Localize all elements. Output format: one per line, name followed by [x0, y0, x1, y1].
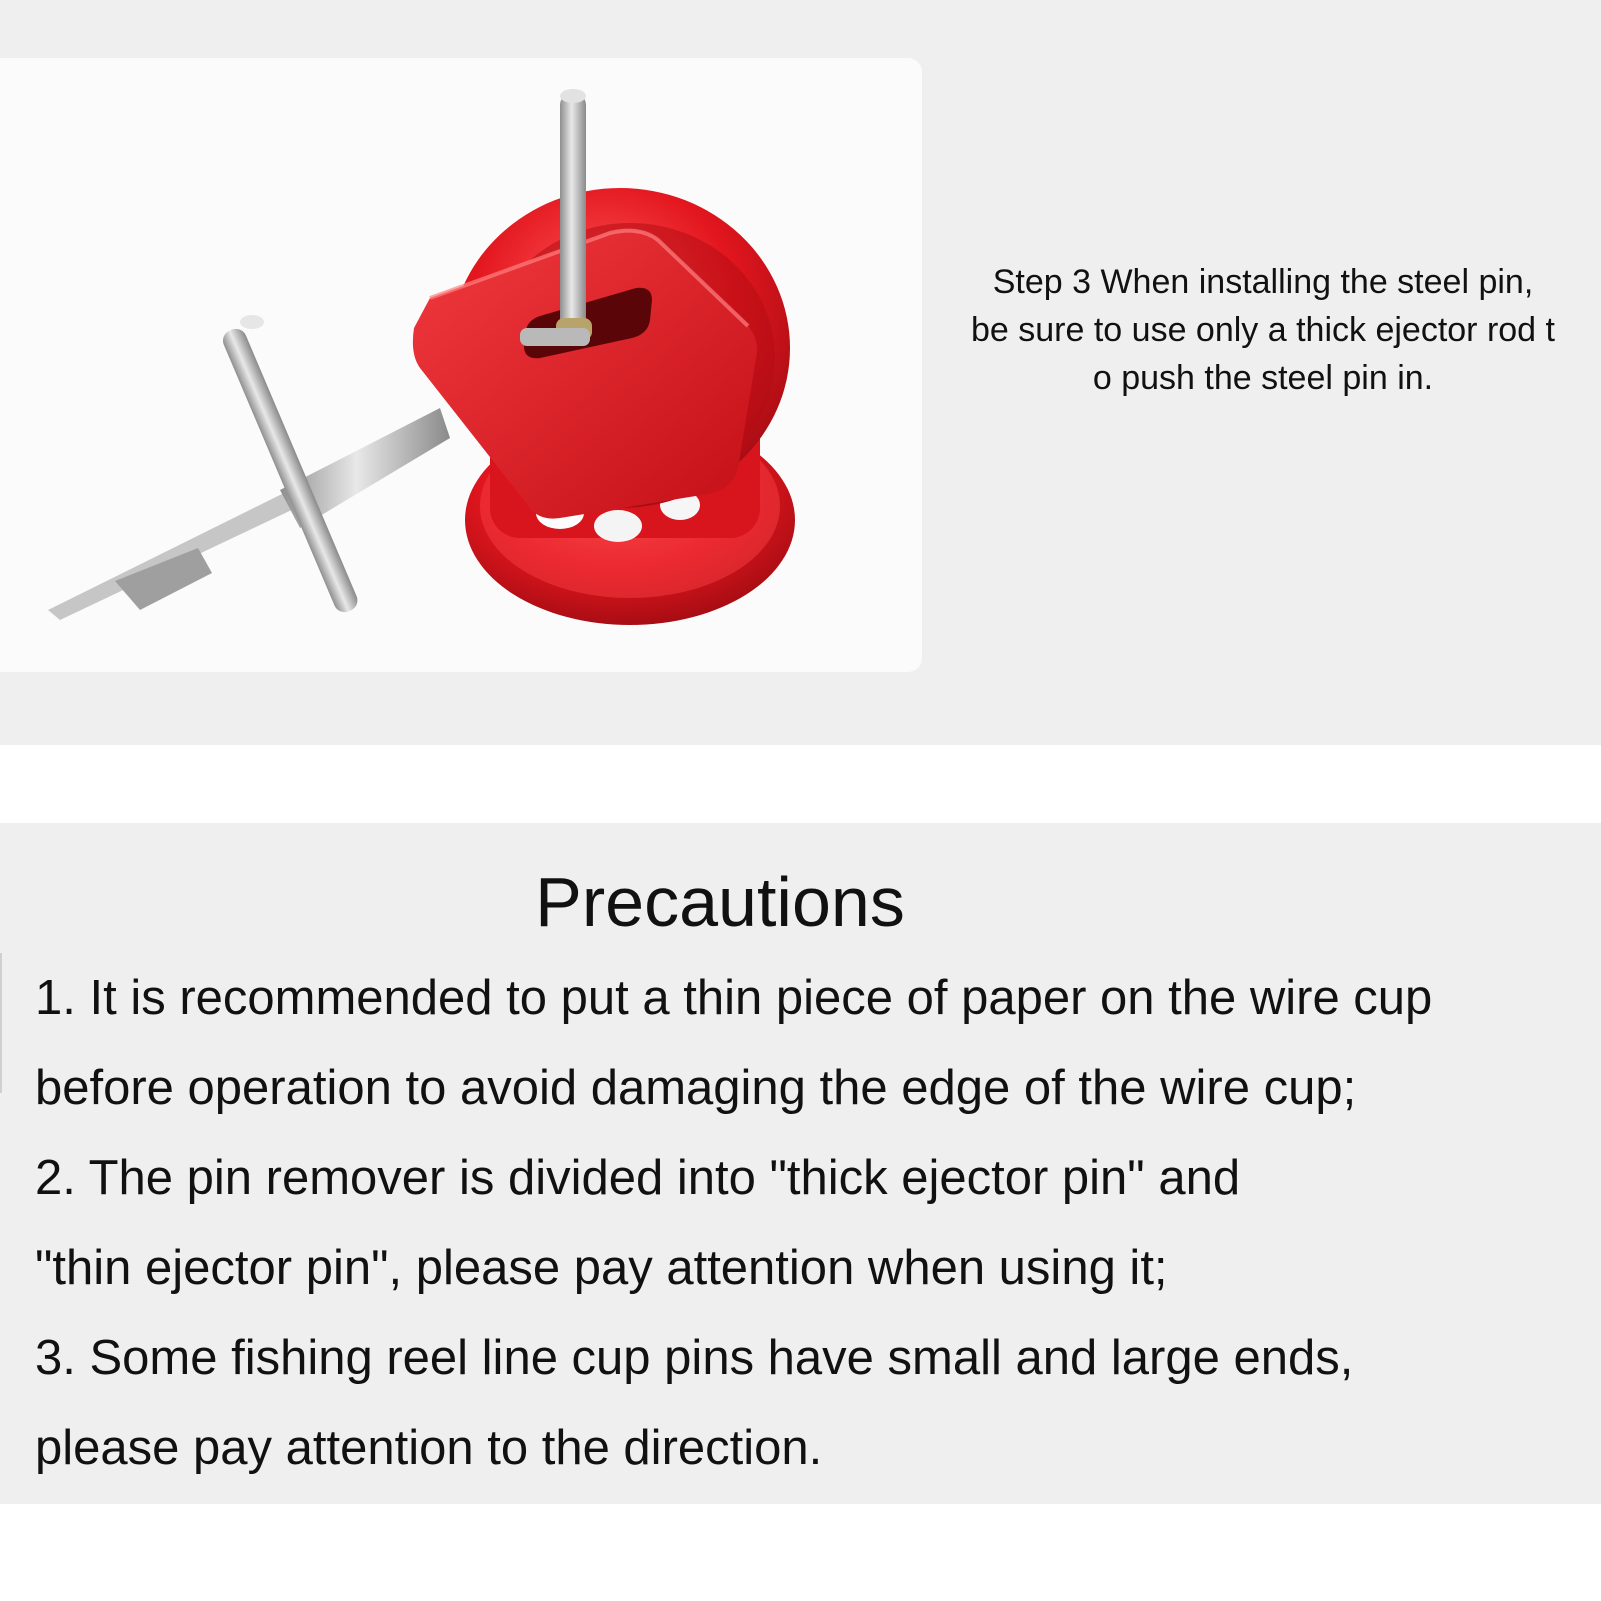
tool-shaft: [48, 490, 300, 620]
precaution-line: please pay attention to the direction.: [35, 1421, 823, 1475]
step-section: [0, 0, 1601, 745]
vertical-pin: [560, 93, 586, 338]
precaution-line: 1. It is recommended to put a thin piece of paper on the wire cup: [35, 971, 1433, 1025]
precaution-line: 3. Some fishing reel line cup pins have small and large ends,: [35, 1331, 1354, 1385]
section-edge-marker: [0, 953, 2, 1093]
precaution-line: before operation to avoid damaging the edge of the wire cup;: [35, 1061, 1357, 1115]
precautions-section: [0, 823, 1601, 1504]
step-3-description: Step 3 When installing the steel pin, be sure to use only a thick ejector rod t o push the steel pin in.: [971, 263, 1555, 397]
page-footer-space: [0, 1504, 1601, 1601]
section-separator: [0, 745, 1601, 823]
pin-remover-illustration: [0, 58, 922, 672]
product-photo: [0, 58, 922, 672]
precaution-line: "thin ejector pin", please pay attention when using it;: [35, 1241, 1168, 1295]
precautions-list: [35, 953, 1575, 1493]
precaution-line: 2. The pin remover is divided into "thick ejector pin" and: [35, 1151, 1241, 1205]
precautions-title: Precautions: [535, 863, 905, 941]
